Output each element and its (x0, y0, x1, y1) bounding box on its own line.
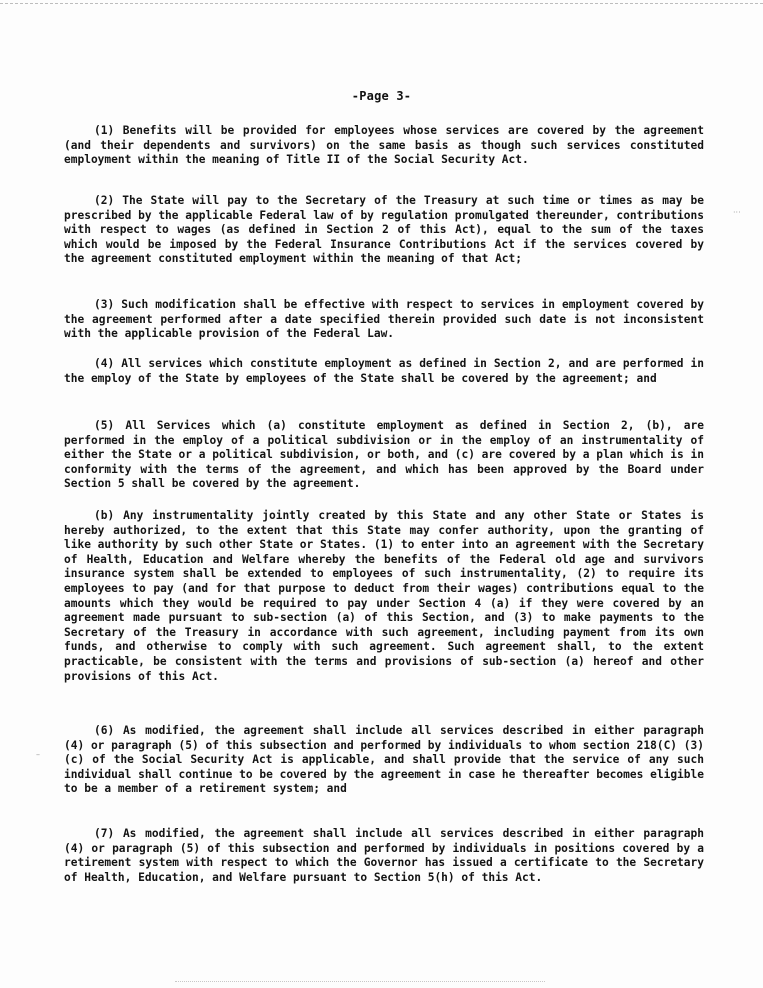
paragraph-7: (7) As modified, the agreement shall include all services described in either paragraph (4) or paragraph (5) of this subsection and performed by individuals in positions covered by a retirement system with respect to which the Governor has issued a certificate to the Secretary of Health, Education, and Welfare pursuant to Section 5(h) of this Act. (64, 827, 704, 884)
paragraph-3: (3) Such modification shall be effective with respect to services in employment covered by the agreement performed after a date specified therein provided such date is not inconsistent with the applicable provision of the Federal Law. (64, 298, 704, 341)
margin-speck-left: – (36, 750, 40, 759)
paragraph-b: (b) Any instrumentality jointly created by this State and any other State or States is hereby authorized, to the extent that this State may confer authority, upon the granting of like authority by such other State or States. (1) to enter into an agreement with the Secretary of Health, Education and Welfare whereby the benefits of the Federal old age and survivors insurance system shall be extended to employees of such instrumentality, (2) to require its employees to pay (and for that purpose to deduct from their wages) contributions equal to the amounts which they would be required to pay under Section 4 (a) if they were covered by an agreement made pursuant to sub-section (a) of this Section, and (3) to make payments to the Secretary of the Treasury in accordance with such agreement, including payment from its own funds, and otherwise to comply with such agreement. Such agreement shall, to the extent practicable, be consistent with the terms and provisions of sub-section (a) hereof and other provisions of this Act. (64, 509, 704, 683)
top-edge-dashes (0, 3, 763, 4)
margin-speck-right: ··· (733, 208, 741, 217)
paragraph-4: (4) All services which constitute employment as defined in Section 2, and are performed in the employ of the State by employees of the State shall be covered by the agreement; and (64, 357, 704, 385)
paragraph-6: (6) As modified, the agreement shall include all services described in either paragraph (4) or paragraph (5) of this subsection and performed by individuals to whom section 218(C) (3) (c) of the Social Security Act is applicable, and shall provide that the service of any such individual shall continue to be covered by the agreement in case he thereafter becomes eligible to be a member of a retirement system; and (64, 724, 704, 796)
bottom-edge-dots (175, 981, 545, 982)
paragraph-2: (2) The State will pay to the Secretary of the Treasury at such time or times as may be prescribed by the applicable Federal law of by regulation promulgated thereunder, contributions with respect to wages (as defined in Section 2 of this Act), equal to the sum of the taxes which would be imposed by the Federal Insurance Contributions Act if the services covered by the agreement constituted employment within the meaning of that Act; (64, 194, 704, 266)
page-number: -Page 3- (351, 89, 412, 103)
paragraph-1: (1) Benefits will be provided for employees whose services are covered by the agreement (and their dependents and survivors) on the same basis as though such services constituted employment within the meaning of Title II of the Social Security Act. (64, 124, 704, 167)
paragraph-5: (5) All Services which (a) constitute employment as defined in Section 2, (b), are performed in the employ of a political subdivision or in the employ of an instrumentality of either the State or a political subdivision, or both, and (c) are covered by a plan which is in conformity with the terms of the agreement, and which has been approved by the Board under Section 5 shall be covered by the agreement. (64, 419, 704, 491)
